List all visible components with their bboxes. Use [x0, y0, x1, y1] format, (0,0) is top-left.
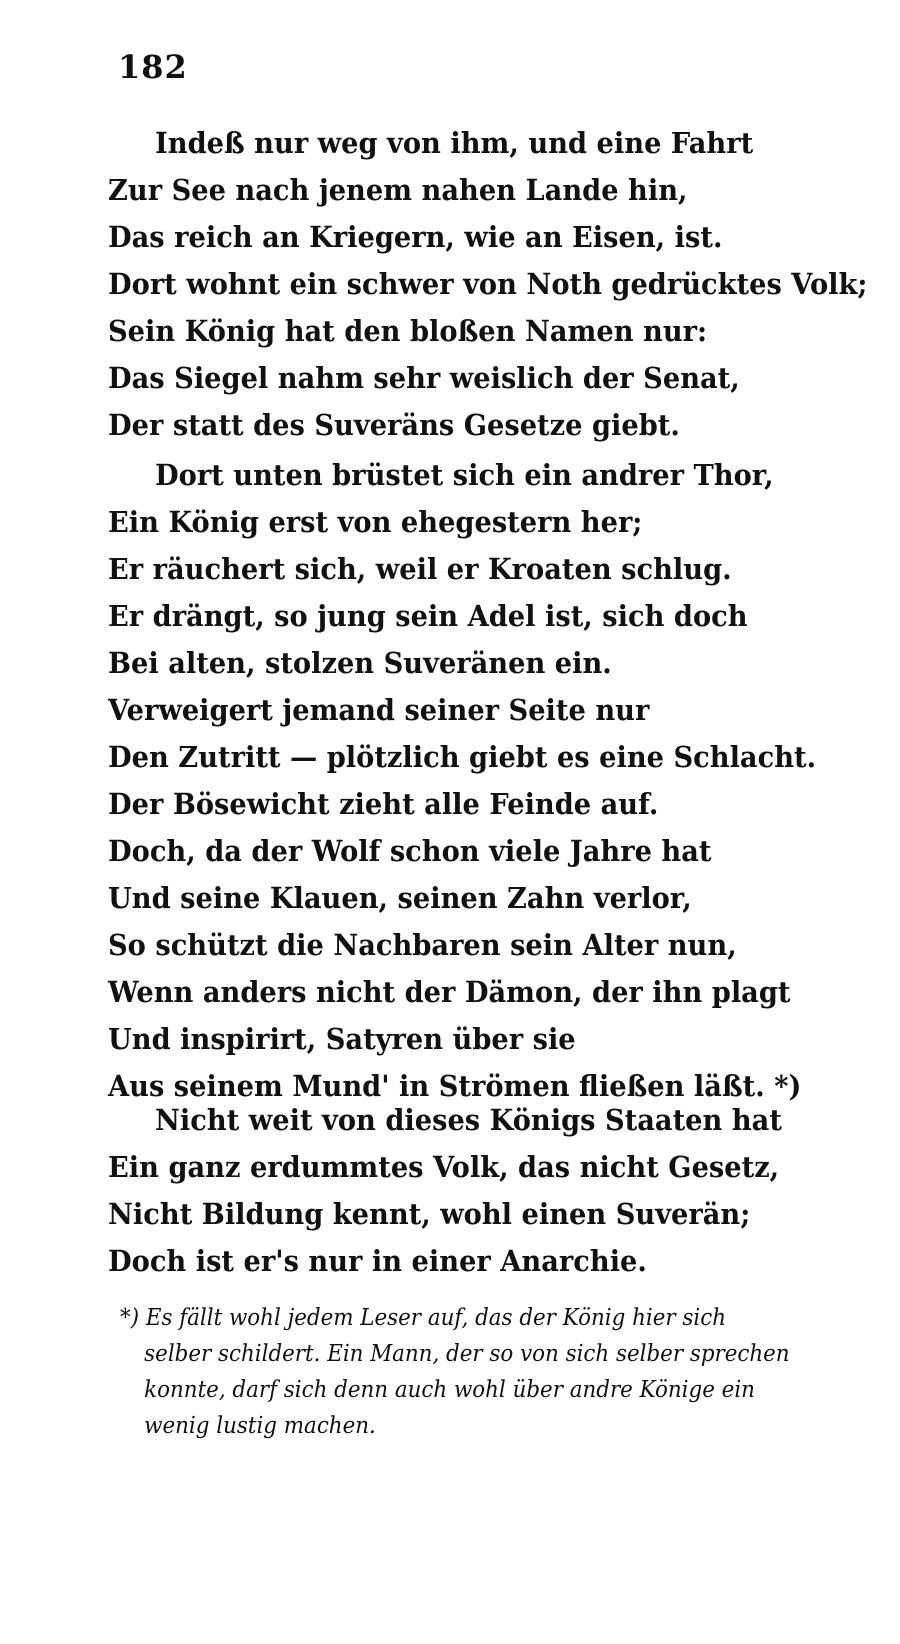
verse-line: Dort unten brüstet sich ein andrer Thor, — [155, 458, 774, 492]
verse-line: Doch ist er's nur in einer Anarchie. — [108, 1244, 647, 1278]
verse-line: Dort wohnt ein schwer von Noth gedrücktes Volk; — [108, 267, 868, 301]
verse-line: Aus seinem Mund' in Strömen fließen läßt. *) — [108, 1069, 802, 1103]
verse-line: Nicht weit von dieses Königs Staaten hat — [155, 1103, 782, 1137]
stanza-2 — [108, 452, 817, 1110]
verse-line: Das reich an Kriegern, wie an Eisen, ist. — [108, 220, 723, 254]
verse-line: Das Siegel nahm sehr weislich der Senat, — [108, 361, 740, 395]
footnote-line: *) Es fällt wohl jedem Leser auf, das der König hier sich — [120, 1305, 726, 1331]
verse-line: Doch, da der Wolf schon viele Jahre hat — [108, 834, 712, 868]
verse-line: Und seine Klauen, seinen Zahn verlor, — [108, 881, 692, 915]
footnote-line: konnte, darf sich denn auch wohl über andre Könige ein — [144, 1377, 755, 1403]
page-number: 182 — [118, 48, 188, 86]
footnote-line: wenig lustig machen. — [144, 1413, 376, 1439]
verse-line: Er drängt, so jung sein Adel ist, sich doch — [108, 599, 748, 633]
stanza-1 — [108, 120, 868, 449]
verse-line: Indeß nur weg von ihm, und eine Fahrt — [155, 126, 754, 160]
verse-line: Verweigert jemand seiner Seite nur — [108, 693, 650, 727]
verse-line: Der statt des Suveräns Gesetze giebt. — [108, 408, 680, 442]
footnote — [120, 1300, 820, 1444]
verse-line: Den Zutritt — plötzlich giebt es eine Schlacht. — [108, 740, 817, 774]
verse-line: Der Bösewicht zieht alle Feinde auf. — [108, 787, 659, 821]
verse-line: Er räuchert sich, weil er Kroaten schlug. — [108, 552, 732, 586]
verse-line: Sein König hat den bloßen Namen nur: — [108, 314, 708, 348]
footnote-line: selber schildert. Ein Mann, der so von sich selber sprechen — [144, 1341, 790, 1367]
verse-line: Zur See nach jenem nahen Lande hin, — [108, 173, 688, 207]
verse-line: Ein König erst von ehegestern her; — [108, 505, 643, 539]
verse-line: Und inspirirt, Satyren über sie — [108, 1022, 576, 1056]
verse-line: Ein ganz erdummtes Volk, das nicht Gesetz, — [108, 1150, 780, 1184]
verse-line: So schützt die Nachbaren sein Alter nun, — [108, 928, 737, 962]
verse-line: Bei alten, stolzen Suveränen ein. — [108, 646, 612, 680]
stanza-3 — [108, 1097, 808, 1285]
verse-line: Nicht Bildung kennt, wohl einen Suverän; — [108, 1197, 751, 1231]
verse-line: Wenn anders nicht der Dämon, der ihn plagt — [108, 975, 791, 1009]
